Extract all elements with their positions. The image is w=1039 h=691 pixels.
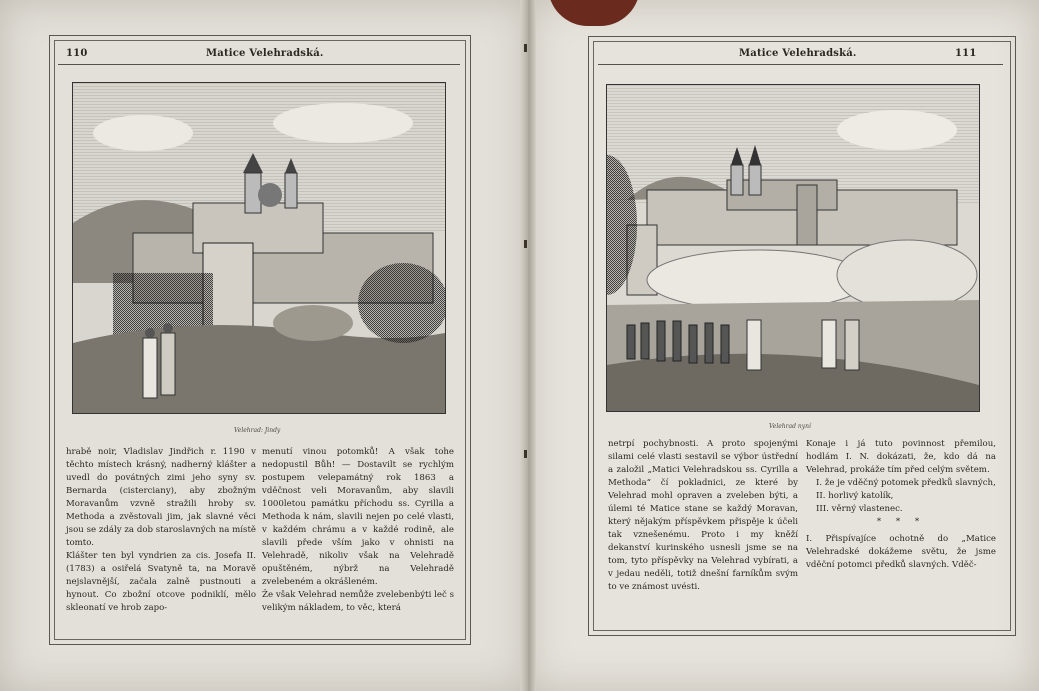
section-stars: * * *: [876, 517, 926, 527]
left-text-column-1: [66, 446, 256, 615]
right-text-column-2: [806, 438, 996, 572]
paragraph: menutí vinou potomků! A však tohe nedopustil Bůh! — Dostavilt se rychlým postupem velepamátný rok 1863 a vděčnost veli Moravanům, aby slavili 1000letou památku příchodu ss. Cyrilla a Methoda k nám, slavili nejen po celé vlasti, v každém chrámu a v každé rodině, ale slavili přede vším jako v ohnisti na Velehradě, nikoliv však na Velehradě opuštěném, nýbrž na Velehradě zvelebeném a okrášleném. Že však Velehrad nemůže zvelebenbýti leč s velikým nákladem, to věc, která: [262, 447, 454, 613]
right-image-caption: Velehrad nyní: [769, 423, 811, 430]
binding-stitch: [524, 450, 527, 458]
paragraph: Konaje i já tuto povinnost přemilou, hodlám I. N. dokázati, že, kdo dá na Velehrad, prokáže tím před celým světem.: [806, 439, 996, 475]
list-item: III. věrný vlastenec.: [816, 504, 903, 514]
right-running-title: Matice Velehradská.: [739, 48, 857, 59]
header-rule: [58, 64, 460, 65]
left-page-number: 110: [66, 48, 88, 59]
engraving-velehrad-then: [72, 82, 446, 414]
paragraph: hrabě noir, Vladislav Jindřich r. 1190 v těchto místech krásný, nadherný klášter a uvedl do povátných zimi jeho syny sv. Bernarda (cisterciany), aby zbožným Moravanům vzvně stražili hroby sv. Methoda a zvěstovali jim, jak slavné věci jsou se zdály za dob staroslavných na místě tomto. Klášter ten byl vyndrien za cis. Josefa II. (1783) a osiřelá Svatyně ta, na Moravě nejslavnější, začala zalně pustnouti a hynout. Co zbožní otcove podniklí, mělo skleonatí ve hrob zapo-: [66, 447, 256, 613]
paragraph: I. Přispívajíce ochotně do „Matice Velehradské dokážeme světu, že jsme vděční potomci předků slavných. Vděč-: [806, 534, 996, 570]
binding-stitch: [524, 240, 527, 248]
engraving-velehrad-now: [606, 84, 980, 412]
right-text-column-1: [608, 438, 798, 594]
binding-stitch: [524, 44, 527, 52]
list-item: II. horlivý katolík,: [816, 491, 894, 501]
list-item: I. že je vděčný potomek předků slavných,: [816, 478, 996, 488]
paragraph: netrpí pochybnosti. A proto spojenými silami celé vlasti sestavil se výbor ústřední a založil „Matici Velehradskou ss. Cyrilla a Methoda“ čí pokladnici, ze které by Velehrad mohl opraven a zveleben býti, a úlemi té Matice stane se každý Moravan, který nějakým příspěvkem přispěje k účeli tak vznešenému. Proto i my kněží dekanství kurinského usnesli jsme se na tom, tyto příspěvky na Velehrad vybírati, a v jedau neděli, totiž dnešní farníkům svým to ve známost uvésti.: [608, 439, 798, 592]
book-gutter: [520, 0, 536, 691]
left-text-column-2: [262, 446, 454, 615]
header-rule: [598, 64, 1003, 65]
right-page-number: 111: [955, 48, 977, 59]
left-running-title: Matice Velehradská.: [206, 48, 324, 59]
left-image-caption: Velehrad: Jindy: [234, 427, 281, 434]
